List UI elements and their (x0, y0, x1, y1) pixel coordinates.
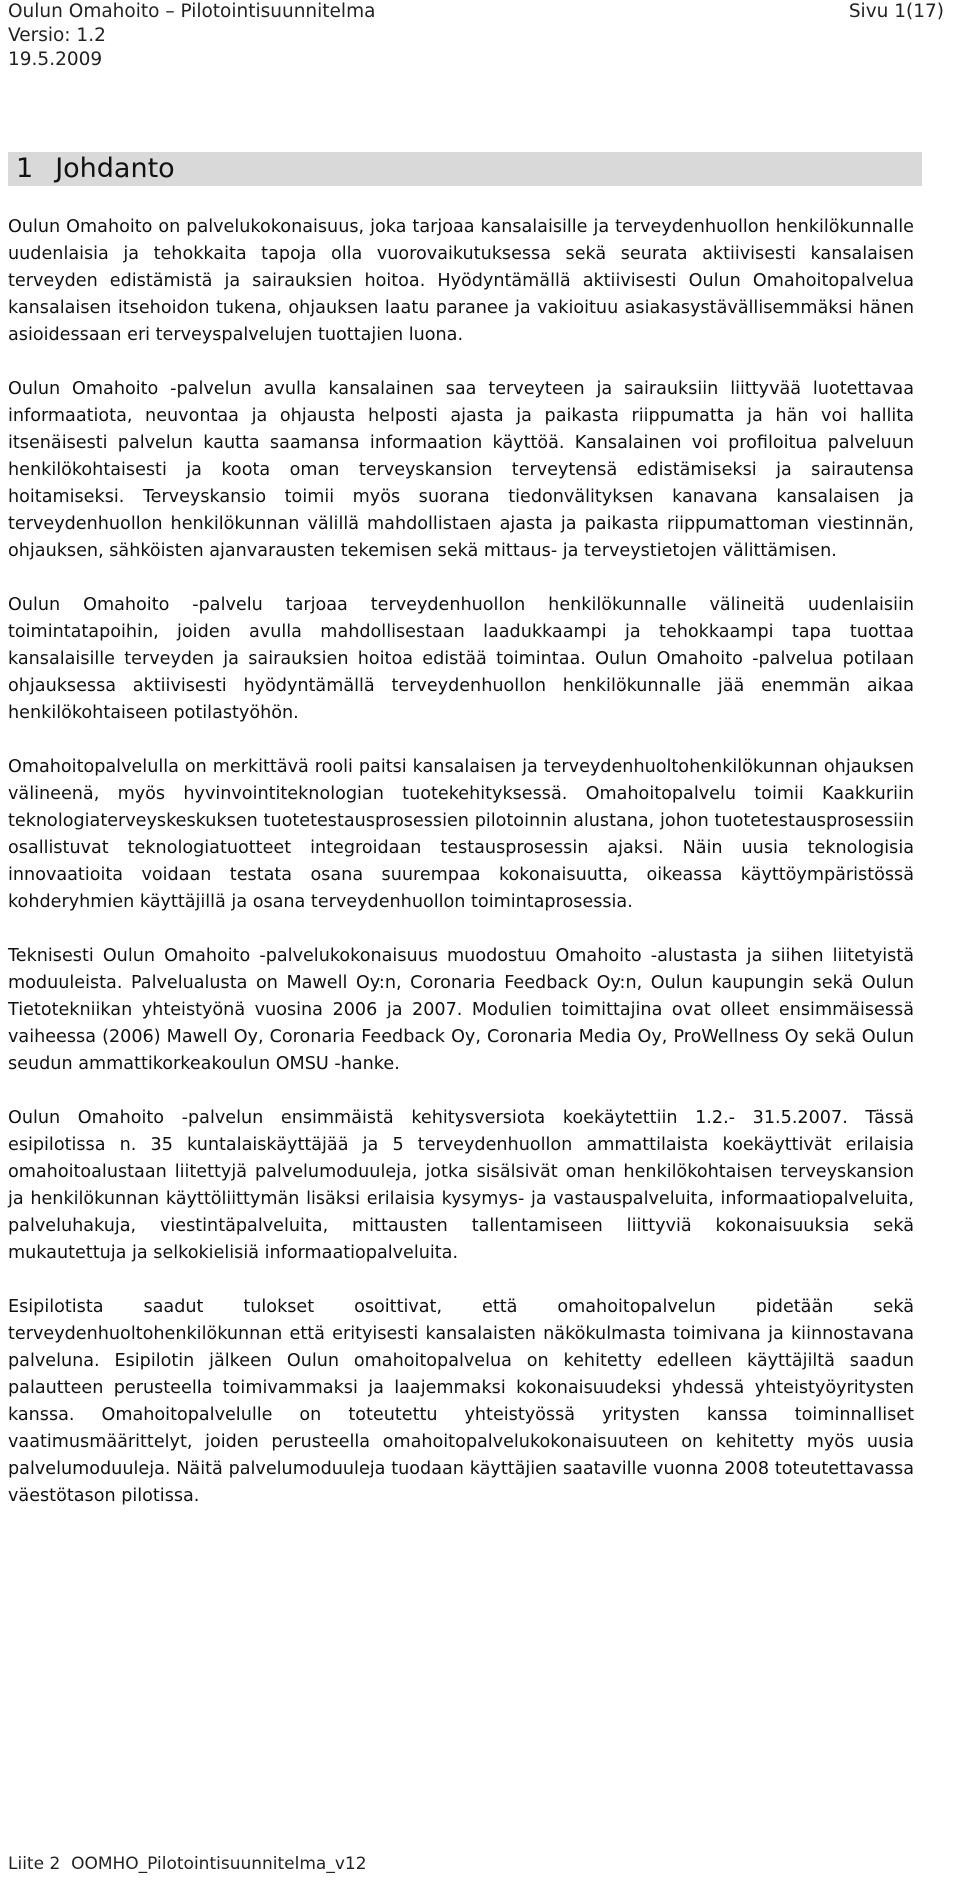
page-footer (8, 1852, 952, 1876)
paragraph: Teknisesti Oulun Omahoito -palvelukokonaisuus muodostuu Omahoito -alustasta ja siihen liitetyistä moduuleista. Palvelualusta on Mawell Oy:n, Coronaria Feedback Oy:n, Oulun kaupungin sekä Oulun Tietotekniikan yhteistyönä vuosina 2006 ja 2007. Modulien toimittajina ovat olleet ensimmäisessä vaiheessa (2006) Mawell Oy, Coronaria Feedback Oy, Coronaria Media Oy, ProWellness Oy sekä Oulun seudun ammattikorkeakoulun OMSU -hanke. (8, 946, 914, 1074)
page-number: Sivu 1(17) (848, 1, 944, 22)
section-heading (8, 152, 175, 186)
document-date: 19.5.2009 (8, 49, 103, 70)
header-first-row (8, 0, 952, 24)
page-header (8, 0, 952, 72)
footer-text: Liite 2 OOMHO_Pilotointisuunnitelma_v12 (8, 1854, 367, 1874)
paragraph: Esipilotista saadut tulokset osoittivat, että omahoitopalvelun pidetään sekä terveydenhuoltohenkilökunnan että erityisesti kansalaisten näkökulmasta toimivana ja kiinnostavana palveluna. Esipilotin jälkeen Oulun omahoitopalvelua on kehitetty edelleen käyttäjiltä saadun palautteen perusteella toimivammaksi ja laajemmaksi kokonaisuudeksi yhdessä yhteistyöyritysten kanssa. Omahoitopalvelulle on toteutettu yhteistyössä yritysten kanssa toiminnalliset vaatimusmäärittelyt, joiden perusteella omahoitopalvelukokonaisuuteen on kehitetty myös uusia palvelumoduuleja. Näitä palvelumoduuleja tuodaan käyttäjien saataville vuonna 2008 toteutettavassa väestötason pilotissa. (8, 1297, 914, 1506)
section-title: Johdanto (55, 153, 175, 184)
document-title: Oulun Omahoito – Pilotointisuunnitelma (8, 1, 376, 22)
section-number: 1 (16, 153, 34, 184)
paragraph: Oulun Omahoito -palvelun ensimmäistä kehitysversiota koekäytettiin 1.2.- 31.5.2007. Tässä esipilotissa n. 35 kuntalaiskäyttäjää ja 5 terveydenhuollon ammattilaista koekäyttivät erilaisia omahoitoalustaan liitettyjä palvelumoduuleja, jotka sisälsivät oman henkilökohtaisen terveyskansion ja henkilökunnan käyttöliittymän lisäksi erilaisia kysymys- ja vastauspalveluita, informaatiopalveluita, palveluhakuja, viestintäpalveluita, mittausten tallentamiseen liittyviä kokonaisuuksia sekä mukautettuja ja selkokielisiä informaatiopalveluita. (8, 1108, 914, 1263)
paragraph: Oulun Omahoito on palvelukokonaisuus, joka tarjoaa kansalaisille ja terveydenhuollon henkilökunnalle uudenlaisia ja tehokkaita tapoja olla vuorovaikutuksessa sekä seurata aktiivisesti kansalaisen terveyden edistämistä ja sairauksien hoitoa. Hyödyntämällä aktiivisesti Oulun Omahoitopalvelua kansalaisen itsehoidon tukena, ohjauksen laatu paranee ja vakioituu asiakasystävällisemmäksi hänen asioidessaan eri terveyspalvelujen tuottajien luona. (8, 217, 914, 345)
body-text (8, 214, 914, 1537)
paragraph: Omahoitopalvelulla on merkittävä rooli paitsi kansalaisen ja terveydenhuoltohenkilökunnan ohjauksen välineenä, myös hyvinvointiteknologian tuotekehityksessä. Omahoitopalvelu toimii Kaakkuriin teknologiaterveyskeskuksen tuotetestausprosessien pilotoinnin alustana, johon tuotetestausprosessiin osallistuvat teknologiatuotteet integroidaan testausprosessin ajaksi. Näin uusia teknologisia innovaatioita voidaan testata osana suurempaa kokonaisuutta, oikeassa käyttöympäristössä kohderyhmien käyttäjillä ja osana terveydenhuollon toimintaprosessia. (8, 757, 914, 912)
paragraph: Oulun Omahoito -palvelun avulla kansalainen saa terveyteen ja sairauksiin liittyvää luotettavaa informaatiota, neuvontaa ja ohjausta helposti ajasta ja paikasta riippumatta ja hän voi hallita itsenäisesti palvelun kautta saamansa informaation käyttöä. Kansalainen voi profiloitua palveluun henkilökohtaisesti ja koota oman terveyskansion terveytensä edistämiseksi ja sairautensa hoitamiseksi. Terveyskansio toimii myös suorana tiedonvälityksen kanavana kansalaisen ja terveydenhuollon henkilökunnan välillä mahdollistaen ajasta ja paikasta riippumattoman viestinnän, ohjauksen, sähköisten ajanvarausten tekemisen sekä mittaus- ja terveystietojen välittämisen. (8, 379, 914, 561)
document-version: Versio: 1.2 (8, 25, 106, 46)
section-heading-bar (8, 152, 922, 186)
paragraph: Oulun Omahoito -palvelu tarjoaa terveydenhuollon henkilökunnalle välineitä uudenlaisiin toimintatapoihin, joiden avulla mahdollisestaan laadukkaampi ja tehokkaampi tapa tuottaa kansalaisille terveyden ja sairauksien hoitoa edistää toimintaa. Oulun Omahoito -palvelua potilaan ohjauksessa aktiivisesti hyödyntämällä terveydenhuollon henkilökunnalle jää enemmän aikaa henkilökohtaiseen potilastyöhön. (8, 595, 914, 723)
